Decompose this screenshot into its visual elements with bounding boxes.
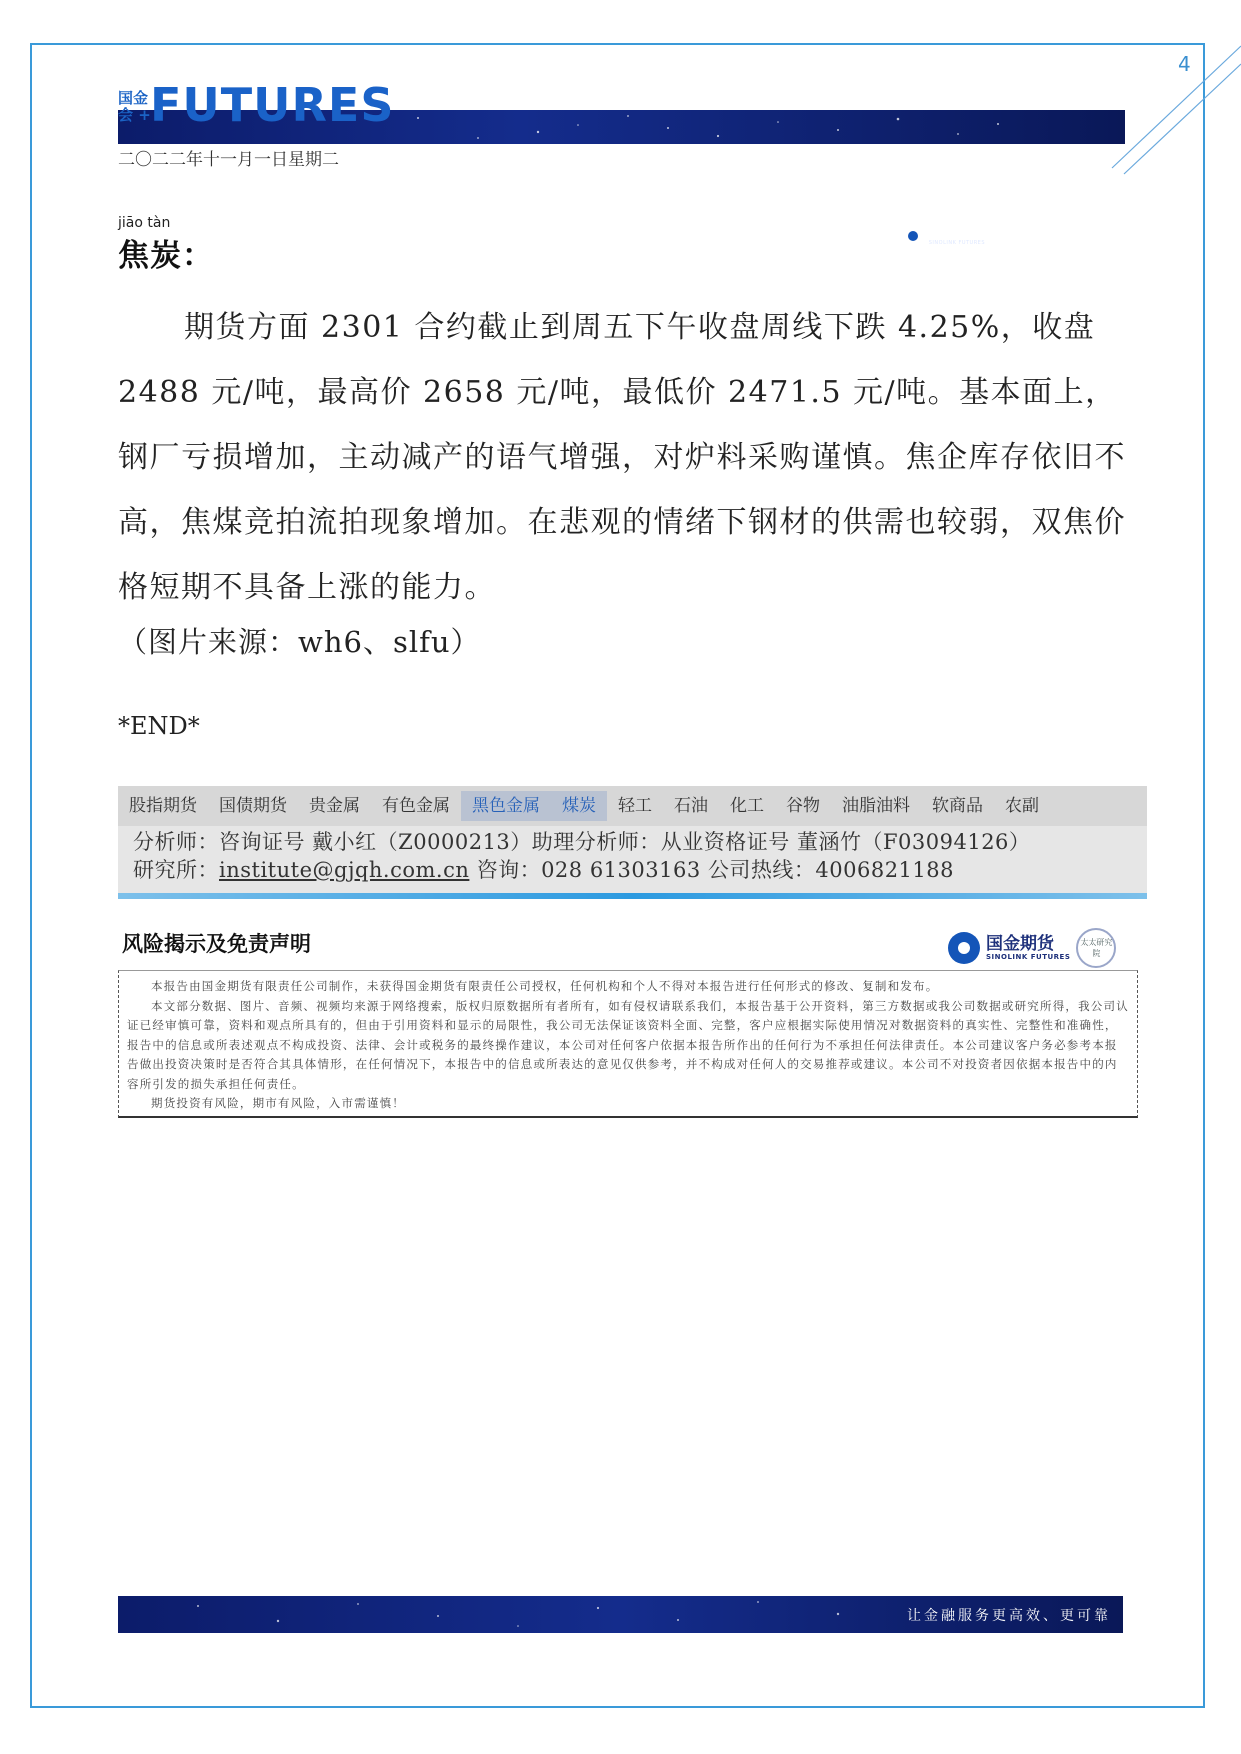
category-item[interactable]: 软商品 xyxy=(932,796,983,816)
disclaimer-paragraph-2: 本文部分数据、图片、音频、视频均来源于网络搜索，版权归原数据所有者所有，如有侵权请联系我们，本报告基于公开资料，第三方数据或我公司数据或研究所得，我公司认证已经审慎可靠，资料和观点所具有的，但由于引用资料和显示的局限性，我公司无法保证该资料全面、完整，客户应根据实际使用情况对数据资料的真实性、完整性和准确性，报告中的信息或所表述观点不构成投资、法律、会计或税务的最终操作建议，本公司对任何客户依据本报告所作出的任何行为不承担任何法律责任。本公司建议客户务必参考本报告做出投资决策时是否符合其具体情形，在任何情况下，本报告中的信息或所表达的意见仅供参考，并不构成对任何人的交易推荐或建议。本公司不对投资者因依据本报告中的内容所引发的损失承担任何责任。 xyxy=(127,998,1129,1091)
brand-name: 国金期货 xyxy=(928,225,981,241)
header-brand xyxy=(903,226,985,246)
image-source: （图片来源：wh6、slfu） xyxy=(118,625,481,659)
brand-logo-icon xyxy=(903,226,923,246)
research-seal-icon: 太太研究院 xyxy=(1076,928,1116,968)
disclaimer-paragraph-3: 期货投资有风险，期市有风险，入市需谨慎！ xyxy=(151,1096,405,1110)
category-item[interactable]: 谷物 xyxy=(786,796,820,816)
research-label: 研究所： xyxy=(133,858,219,882)
corner-decoration xyxy=(1110,40,1241,180)
category-item[interactable]: 黑色金属 xyxy=(461,791,551,821)
research-info xyxy=(133,854,954,884)
disclaimer-paragraph-1: 本报告由国金期货有限责任公司制作，未获得国金期货有限责任公司授权，任何机构和个人不得对本报告进行任何形式的修改、复制和发布。 xyxy=(151,979,939,993)
category-item[interactable]: 化工 xyxy=(730,796,764,816)
category-item[interactable]: 轻工 xyxy=(618,796,652,816)
footer-banner xyxy=(118,1596,1123,1633)
company-logo-icon xyxy=(948,932,980,964)
risk-logo xyxy=(948,928,1116,968)
section-pinyin: jiāo tàn xyxy=(118,215,171,231)
report-date: 二〇二二年十一月一日星期二 xyxy=(118,150,339,170)
research-contact: 咨询：028 61303163 公司热线：4006821188 xyxy=(469,858,954,882)
category-item[interactable]: 油脂油料 xyxy=(842,796,910,816)
body-paragraph: 期货方面 2301 合约截止到周五下午收盘周线下跌 4.25%，收盘 2488 元/吨，最高价 2658 元/吨，最低价 2471.5 元/吨。基本面上，钢厂亏损增加，主动减产的语气增强，对炉料采购谨慎。焦企库存依旧不高，焦煤竞拍流拍现象增加。在悲观的情绪下钢材的供需也较弱，双焦价格短期不具备上涨的能力。 xyxy=(118,310,1126,605)
end-mark: *END* xyxy=(118,712,200,740)
logo-futures: FUTURES xyxy=(150,78,395,132)
logo-hui-text: 会 + xyxy=(118,106,151,124)
category-item[interactable]: 煤炭 xyxy=(551,791,607,821)
category-item[interactable]: 贵金属 xyxy=(309,796,360,816)
category-item[interactable]: 农副 xyxy=(1005,796,1039,816)
section-title: 焦炭： xyxy=(118,238,214,274)
brand-subname: SINOLINK FUTURES xyxy=(928,239,985,246)
category-item[interactable]: 国债期货 xyxy=(219,796,287,816)
category-underline xyxy=(118,893,1147,899)
analyst-info: 分析师：咨询证号 戴小红（Z0000213）助理分析师：从业资格证号 董涵竹（F03094126） xyxy=(133,830,1031,854)
page-number: 4 xyxy=(1178,52,1191,76)
risk-logo-name: 国金期货 xyxy=(986,934,1054,954)
risk-logo-subname: SINOLINK FUTURES xyxy=(986,953,1071,961)
category-bar xyxy=(118,786,1147,826)
logo-guojin-text: 国金 xyxy=(118,89,149,107)
risk-title: 风险揭示及免责声明 xyxy=(122,932,311,956)
footer-slogan: 让金融服务更高效、更可靠 xyxy=(907,1608,1111,1624)
disclaimer-box xyxy=(118,970,1138,1118)
research-email-link[interactable]: institute@gjqh.com.cn xyxy=(219,858,470,882)
category-item[interactable]: 有色金属 xyxy=(382,796,450,816)
category-item[interactable]: 石油 xyxy=(674,796,708,816)
logo-guojin xyxy=(118,90,151,124)
category-item[interactable]: 股指期货 xyxy=(129,796,197,816)
